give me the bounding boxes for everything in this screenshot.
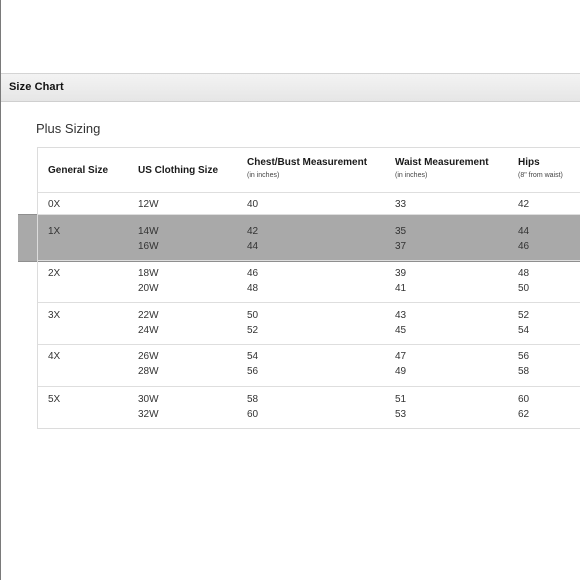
column-header-unit: (8" from waist) xyxy=(518,172,563,179)
table-cell-chest: 40 xyxy=(247,199,259,210)
table-cell-general: 3X xyxy=(48,310,61,321)
table-cell-us: 12W xyxy=(138,199,159,210)
row-divider xyxy=(38,302,580,303)
column-header-hips xyxy=(518,156,563,182)
row-divider xyxy=(38,260,580,261)
table-cell-us: 18W xyxy=(138,268,159,279)
table-cell-chest: 46 xyxy=(247,268,259,279)
table-cell-waist: 41 xyxy=(395,283,407,294)
table-cell-waist: 47 xyxy=(395,351,407,362)
column-header-unit: (in inches) xyxy=(395,172,428,179)
column-header-label: Waist Measurement xyxy=(395,157,489,168)
column-header-chest xyxy=(247,156,367,182)
table-cell-hips: 44 xyxy=(518,226,530,237)
table-cell-hips: 52 xyxy=(518,310,530,321)
table-cell-us: 32W xyxy=(138,409,159,420)
table-cell-chest: 60 xyxy=(247,409,259,420)
column-header-us xyxy=(138,164,218,178)
column-header-label: General Size xyxy=(48,165,109,176)
column-header-label: Chest/Bust Measurement xyxy=(247,157,368,168)
table-cell-chest: 58 xyxy=(247,394,259,405)
table-cell-waist: 37 xyxy=(395,241,407,252)
table-cell-us: 20W xyxy=(138,283,159,294)
row-divider xyxy=(38,344,580,345)
table-cell-chest: 54 xyxy=(247,351,259,362)
table-cell-us: 30W xyxy=(138,394,159,405)
table-cell-us: 26W xyxy=(138,351,159,362)
table-cell-us: 24W xyxy=(138,325,159,336)
table-cell-waist: 53 xyxy=(395,409,407,420)
column-header-label: Hips xyxy=(518,157,540,168)
header-bar xyxy=(1,73,580,102)
table-cell-hips: 54 xyxy=(518,325,530,336)
table-cell-waist: 43 xyxy=(395,310,407,321)
table-cell-hips: 62 xyxy=(518,409,530,420)
table-cell-hips: 60 xyxy=(518,394,530,405)
table-cell-us: 14W xyxy=(138,226,159,237)
row-divider xyxy=(38,192,580,193)
table-cell-us: 16W xyxy=(138,241,159,252)
table-cell-chest: 50 xyxy=(247,310,259,321)
table-cell-general: 5X xyxy=(48,394,61,405)
table-cell-us: 28W xyxy=(138,366,159,377)
table-cell-general: 4X xyxy=(48,351,61,362)
table-cell-hips: 46 xyxy=(518,241,530,252)
table-cell-chest: 56 xyxy=(247,366,259,377)
table-cell-waist: 51 xyxy=(395,394,407,405)
table-cell-waist: 33 xyxy=(395,199,407,210)
table-cell-us: 22W xyxy=(138,310,159,321)
table-cell-waist: 45 xyxy=(395,325,407,336)
row-divider xyxy=(38,214,580,215)
table-cell-general: 0X xyxy=(48,199,61,210)
table-cell-hips: 58 xyxy=(518,366,530,377)
column-header-unit: (in inches) xyxy=(247,172,280,179)
table-cell-chest: 44 xyxy=(247,241,259,252)
table-cell-waist: 39 xyxy=(395,268,407,279)
table-cell-general: 2X xyxy=(48,268,61,279)
header-title: Size Chart xyxy=(9,81,64,93)
table-cell-chest: 52 xyxy=(247,325,259,336)
row-divider xyxy=(38,386,580,387)
table-cell-chest: 48 xyxy=(247,283,259,294)
table-cell-general: 1X xyxy=(48,226,61,237)
table-cell-hips: 50 xyxy=(518,283,530,294)
column-header-general xyxy=(48,164,108,178)
table-cell-chest: 42 xyxy=(247,226,259,237)
table-cell-hips: 42 xyxy=(518,199,530,210)
table-cell-hips: 48 xyxy=(518,268,530,279)
table-cell-hips: 56 xyxy=(518,351,530,362)
section-title: Plus Sizing xyxy=(36,121,101,136)
table-cell-waist: 49 xyxy=(395,366,407,377)
table-cell-waist: 35 xyxy=(395,226,407,237)
column-header-waist xyxy=(395,156,489,182)
column-header-label: US Clothing Size xyxy=(138,165,218,176)
